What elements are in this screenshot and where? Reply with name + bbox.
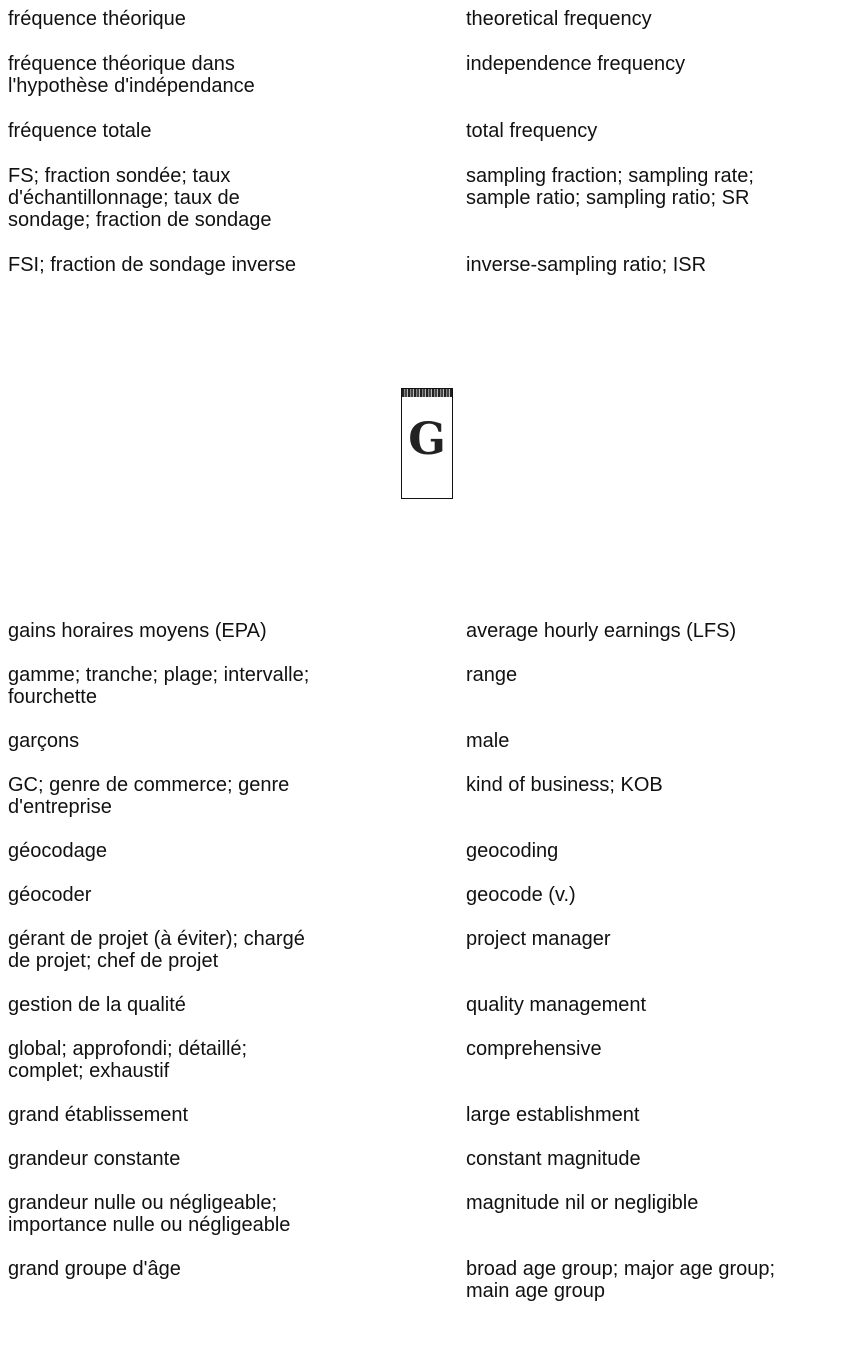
glossary-entry	[8, 1192, 854, 1236]
french-term: fréquence totale	[8, 120, 152, 142]
english-term: project manager	[466, 928, 611, 950]
glossary-entry	[8, 1258, 854, 1302]
english-term: theoretical frequency	[466, 8, 652, 30]
french-term: fréquence théorique dans l'hypothèse d'indépendance	[8, 53, 255, 97]
english-term: geocoding	[466, 840, 559, 862]
glossary-entry	[8, 774, 854, 818]
letter-box-ornament	[402, 389, 452, 397]
glossary-entry	[8, 1104, 854, 1126]
french-term: grandeur nulle ou négligeable; importance nulle ou négligeable	[8, 1192, 291, 1236]
english-term: magnitude nil or negligible	[466, 1192, 699, 1214]
glossary-entry	[8, 1038, 854, 1082]
french-term: fréquence théorique	[8, 8, 186, 30]
glossary-entry	[8, 884, 854, 906]
french-term: gestion de la qualité	[8, 994, 186, 1016]
english-term: large establishment	[466, 1104, 640, 1126]
french-term: FS; fraction sondée; taux d'échantillonnage; taux de sondage; fraction de sondage	[8, 165, 272, 231]
french-term: gamme; tranche; plage; intervalle; fourchette	[8, 664, 310, 708]
glossary-entry	[8, 994, 854, 1016]
glossary-entry	[8, 254, 854, 276]
glossary-entry	[8, 730, 854, 752]
english-term: kind of business; KOB	[466, 774, 663, 796]
french-term: grandeur constante	[8, 1148, 181, 1170]
english-term: sampling fraction; sampling rate; sample ratio; sampling ratio; SR	[466, 165, 754, 209]
glossary-section-f-tail	[8, 8, 854, 299]
glossary-entry	[8, 8, 854, 30]
glossary-entry	[8, 120, 854, 142]
french-term: grand groupe d'âge	[8, 1258, 181, 1280]
french-term: global; approfondi; détaillé; complet; exhaustif	[8, 1038, 248, 1082]
english-term: constant magnitude	[466, 1148, 641, 1170]
glossary-section-g	[8, 620, 854, 1324]
glossary-entry	[8, 664, 854, 708]
glossary-entry	[8, 620, 854, 642]
french-term: FSI; fraction de sondage inverse	[8, 254, 296, 276]
french-term: gérant de projet (à éviter); chargé de projet; chef de projet	[8, 928, 305, 972]
english-term: independence frequency	[466, 53, 686, 75]
english-term: average hourly earnings (LFS)	[466, 620, 737, 642]
french-term: garçons	[8, 730, 80, 752]
section-letter-box	[401, 388, 453, 499]
glossary-entry	[8, 53, 854, 97]
english-term: comprehensive	[466, 1038, 602, 1060]
english-term: total frequency	[466, 120, 598, 142]
english-term: range	[466, 664, 518, 686]
english-term: quality management	[466, 994, 647, 1016]
french-term: gains horaires moyens (EPA)	[8, 620, 267, 642]
glossary-entry	[8, 1148, 854, 1170]
section-letter: G	[408, 414, 446, 465]
english-term: geocode (v.)	[466, 884, 576, 906]
english-term: inverse-sampling ratio; ISR	[466, 254, 707, 276]
english-term: male	[466, 730, 510, 752]
french-term: grand établissement	[8, 1104, 189, 1126]
french-term: géocodage	[8, 840, 107, 862]
glossary-entry	[8, 165, 854, 231]
glossary-entry	[8, 840, 854, 862]
glossary-entry	[8, 928, 854, 972]
english-term: broad age group; major age group; main age group	[466, 1258, 776, 1302]
french-term: GC; genre de commerce; genre d'entreprise	[8, 774, 290, 818]
french-term: géocoder	[8, 884, 92, 906]
